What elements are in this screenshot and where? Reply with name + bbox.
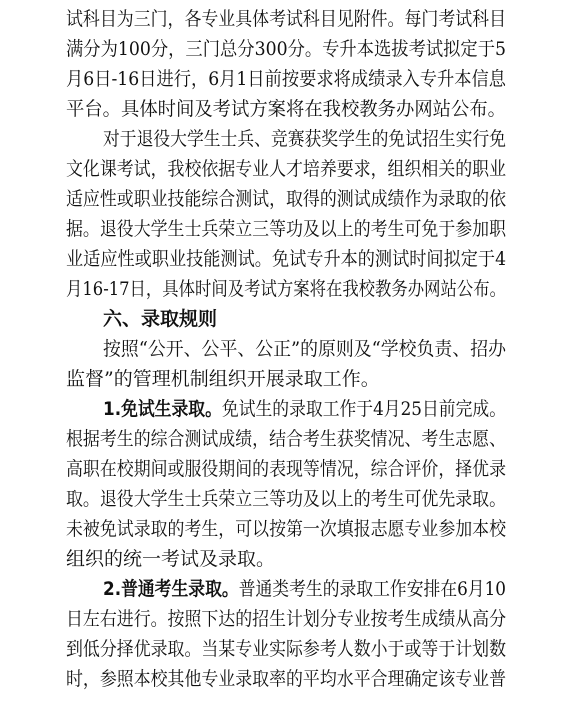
heading-text: 六、录取规则 [103, 308, 218, 330]
line-text: 监督”的管理机制组织开展录取工作。 [66, 368, 380, 390]
line-text: 试科目为三门，各专业具体考试科目见附件。每门考试科目 [66, 8, 507, 30]
line-text: 据。退役大学生士兵荣立三等功及以上的考生可免于参加职 [66, 218, 507, 240]
line-text: 时，参照本校其他专业录取率的平均水平合理确定该专业普 [66, 668, 507, 690]
line-text: 月6日-16日进行，6月1日前按要求将成绩录入专升本信息 [66, 68, 507, 90]
line-text: 未被免试录取的考生，可以按第一次填报志愿专业参加本校 [66, 518, 507, 540]
line-text: 按照“公开、公平、公正”的原则及“学校负责、招办 [103, 338, 506, 360]
line-text: 业适应性或职业技能测试。免试专升本的测试时间拟定于4 [66, 248, 506, 270]
line-text: 月16-17日，具体时间及考试方案将在我校教务办网站公布。 [66, 278, 506, 300]
line-text: 文化课考试，我校依据专业人才培养要求，组织相关的职业 [66, 158, 507, 180]
line-text: 根据考生的综合测试成绩，结合考生获奖情况、考生志愿、 [66, 428, 507, 450]
line-text: 到低分择优录取。当某专业实际参考人数小于或等于计划数 [66, 638, 507, 660]
line-text: 对于退役大学生士兵、竞赛获奖学生的免试招生实行免 [103, 128, 506, 150]
line-text: 满分为100分，三门总分300分。专升本选拔考试拟定于5 [66, 38, 507, 60]
line-text: 高职在校期间或服役期间的表现等情况，综合评价，择优录 [66, 458, 507, 480]
line-text: 适应性或职业技能综合测试，取得的测试成绩作为录取的依 [66, 188, 507, 210]
line-text: 组织的统一考试及录取。 [66, 548, 276, 570]
lead-phrase: 2.普通考生录取。 [103, 578, 239, 600]
line-text: 取。退役大学生士兵荣立三等功及以上的考生可优先录取。 [66, 488, 507, 510]
line-text: 平台。具体时间及考试方案将在我校教务办网站公布。 [66, 98, 507, 120]
lead-rest: 免试生的录取工作于4月25日前完成。 [221, 398, 507, 420]
lead-rest: 普通类考生的录取工作安排在6月10 [238, 578, 507, 600]
text-line [0, 660, 573, 698]
line-text: 日左右进行。按照下达的招生计划分专业按考生成绩从高分 [66, 608, 507, 630]
lead-phrase: 1.免试生录取。 [103, 398, 222, 420]
